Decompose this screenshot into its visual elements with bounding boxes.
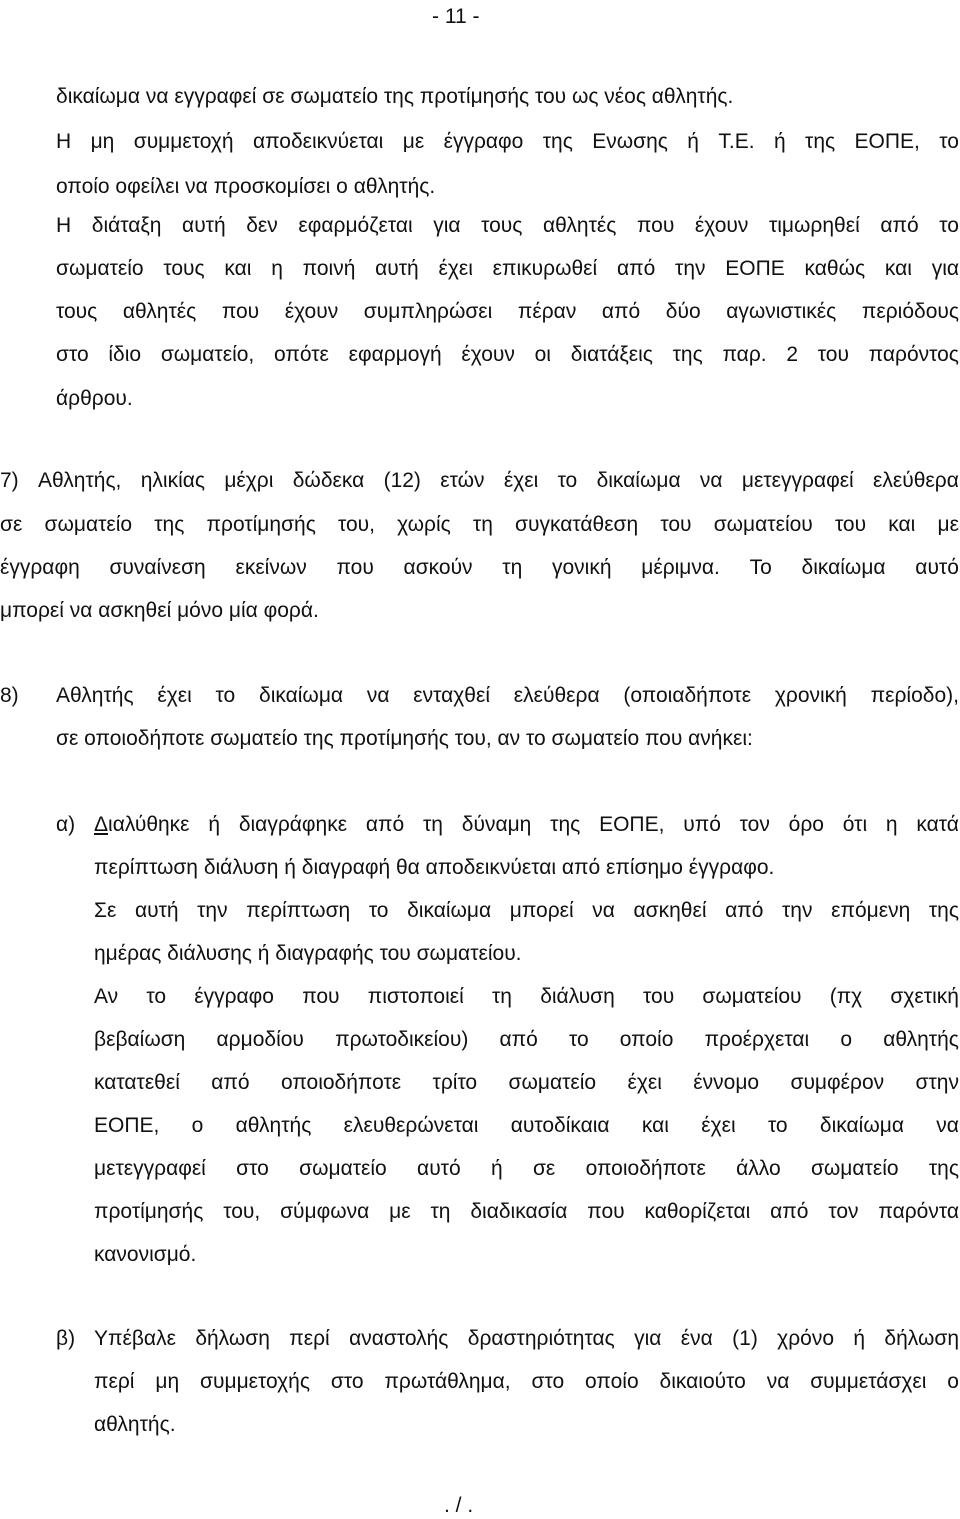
word: για [931, 257, 959, 280]
word: του [817, 343, 849, 366]
word: μέχρι [224, 469, 274, 492]
word: σωματείο [508, 1071, 597, 1094]
word: με [937, 513, 959, 536]
text-line [94, 984, 959, 1010]
word: παρόντος [868, 343, 959, 366]
word: της [928, 1157, 959, 1180]
word: υπό [683, 813, 721, 836]
word: ενταχθεί [413, 684, 490, 707]
text-line [94, 1199, 959, 1225]
word: έχει [157, 684, 192, 707]
word: του [660, 513, 692, 536]
word: διαγράφηκε [238, 813, 348, 836]
word: διάταξη [91, 214, 162, 237]
word: Η [56, 214, 72, 237]
word: της [928, 899, 959, 922]
word: να [366, 684, 390, 707]
word: διατάξεις [570, 343, 653, 366]
word: έχει [627, 1071, 662, 1094]
word: σωματείο [810, 1157, 899, 1180]
page-number-header: - 11 - [432, 5, 480, 28]
word: αυτή [134, 899, 179, 922]
word: με [402, 130, 425, 153]
word: περίοδο), [870, 684, 959, 707]
word: χρονική [774, 684, 847, 707]
word: της [805, 130, 836, 153]
word: που [636, 214, 675, 237]
word: εκείνων [235, 556, 307, 579]
word: συγκατάθεση [515, 513, 639, 536]
word: ελεύθερα [513, 684, 600, 707]
word: η [885, 813, 898, 836]
word: το [146, 985, 167, 1008]
word: ένα [680, 1327, 713, 1350]
word: και [224, 257, 252, 280]
word: ή [853, 1327, 866, 1350]
word: αθλητές [122, 300, 197, 323]
word: αυτό [417, 1157, 461, 1180]
word: μέριμνα. [641, 556, 720, 579]
word: Τ.Ε. [718, 130, 755, 153]
word: χωρίς [397, 513, 451, 536]
word: επόμενη [831, 899, 911, 922]
word: συμμετοχή [133, 130, 234, 153]
word: η [271, 257, 283, 280]
word: 2 [786, 343, 799, 366]
word: Σε [94, 899, 117, 922]
item-number: 8) [0, 684, 19, 707]
word: μπορεί [509, 899, 574, 922]
word: σωματείο [299, 1157, 387, 1180]
word: ο [947, 1370, 959, 1393]
word: αυτό [915, 556, 959, 579]
word: να [936, 1114, 959, 1137]
word: του [834, 513, 867, 536]
word: από [770, 1200, 809, 1223]
word: πρωτοδικείου) [335, 1028, 469, 1051]
text-line: μπορεί να ασκηθεί μόνο μία φορά. [0, 599, 319, 622]
word: διαδικασία [470, 1200, 568, 1223]
word: έννομο [693, 1071, 760, 1094]
text-line [56, 342, 959, 368]
word: και [641, 1114, 669, 1137]
word: το [557, 469, 578, 492]
word: έγγραφο [194, 985, 274, 1008]
word: έχουν [694, 214, 749, 237]
word: δύναμη [461, 813, 532, 836]
word: πέραν [517, 300, 577, 323]
word: της [154, 513, 185, 536]
word: στο [236, 1157, 269, 1180]
word: της [542, 130, 573, 153]
word: τη [502, 556, 523, 579]
word: κατατεθεί [94, 1071, 180, 1094]
word: βεβαίωση [94, 1028, 186, 1051]
text-line: σε οποιοδήποτε σωματείο της προτίμησής του, αν το σωματείο που ανήκει: [56, 727, 753, 750]
word: μετεγγραφεί [94, 1157, 206, 1180]
word: περιόδους [861, 300, 959, 323]
word: ποινή [302, 257, 356, 280]
word: οπότε [273, 343, 329, 366]
word: ελευθερώνεται [343, 1114, 479, 1137]
word: αθλητής [883, 1028, 959, 1051]
text-line [0, 512, 959, 538]
word: από [725, 899, 764, 922]
word: επικυρωθεί [492, 257, 598, 280]
word: ότι [842, 813, 868, 836]
word: (οποιαδήποτε [623, 684, 752, 707]
word: οι [534, 343, 551, 366]
word: σε [532, 1157, 556, 1180]
word: σε [0, 513, 23, 536]
word: αυτοδίκαια [510, 1114, 610, 1137]
page-continuation-footer: . / . [444, 1494, 474, 1517]
word: δικαίωμα [596, 469, 681, 492]
word: περί [289, 1327, 330, 1350]
word: δώδεκα [292, 469, 365, 492]
word: να [699, 469, 723, 492]
word: της [672, 343, 703, 366]
word: Ενωσης [592, 130, 668, 153]
text-line: κανονισμό. [94, 1243, 197, 1266]
sub-item-label: β) [56, 1327, 76, 1350]
word: δικαιούτο [659, 1370, 746, 1393]
text-line [56, 683, 959, 709]
word: πρωτάθλημα, [384, 1370, 511, 1393]
text-line [56, 129, 959, 155]
word: το [568, 1028, 589, 1051]
word: μετεγγραφεί [741, 469, 854, 492]
word: να [592, 899, 615, 922]
word: (12) [383, 469, 421, 492]
word: και [888, 513, 916, 536]
word: καθώς [804, 257, 866, 280]
word: τους [56, 300, 98, 323]
word: δραστηριότητας [467, 1327, 615, 1350]
word: το [767, 1114, 788, 1137]
word: τον [739, 813, 770, 836]
word: εφαρμογή [348, 343, 442, 366]
word: Αν [94, 985, 119, 1008]
word: αρμοδίου [216, 1028, 304, 1051]
word: έγγραφο [443, 130, 524, 153]
word: ασκούν [403, 556, 473, 579]
word: με [389, 1200, 411, 1223]
line-rest: ιαλύθηκε [108, 813, 190, 836]
word: την [782, 899, 813, 922]
word: (1) [732, 1327, 758, 1350]
word: ΕΟΠΕ [725, 257, 785, 280]
word: συμμετοχής [200, 1370, 310, 1393]
word: δήλωση [884, 1327, 959, 1350]
word: στο [531, 1370, 565, 1393]
word: τρίτο [432, 1071, 478, 1094]
word: καθορίζεται [644, 1200, 751, 1223]
word: στην [915, 1071, 959, 1094]
word: αυτή [182, 214, 226, 237]
text-line: οποίο οφείλει να προσκομίσει ο αθλητής. [56, 175, 436, 198]
word: αθλητής [235, 1114, 312, 1137]
word: έγγραφη [0, 556, 80, 579]
word: δικαίωμα [801, 556, 886, 579]
word: από [211, 1071, 250, 1094]
text-line [56, 213, 959, 239]
word: που [587, 1200, 625, 1223]
word: δικαίωμα [407, 899, 492, 922]
word: της [550, 813, 581, 836]
word: διάλυση [540, 985, 615, 1008]
word: συναίνεση [109, 556, 206, 579]
word: το [215, 684, 236, 707]
word: τους [481, 214, 523, 237]
word: από [880, 214, 919, 237]
word: στο [56, 343, 89, 366]
word: Αθλητής [56, 684, 134, 707]
word: έχουν [284, 300, 339, 323]
text-line [94, 1027, 959, 1053]
word: ή [687, 130, 699, 153]
word: οποιοδήποτε [585, 1157, 706, 1180]
word: έχει [701, 1114, 736, 1137]
word: ή [208, 813, 221, 836]
word: την [675, 257, 706, 280]
underlined-initial: Δ [94, 813, 109, 836]
word: τον [828, 1200, 859, 1223]
word: μη [90, 130, 115, 153]
word: σωματείο [44, 513, 133, 536]
word: αποδεικνύεται [252, 130, 384, 153]
word: να [766, 1370, 790, 1393]
word: την [197, 899, 228, 922]
word: πιστοποιεί [367, 985, 464, 1008]
word: σωματείο, [160, 343, 255, 366]
word: έχει [438, 257, 473, 280]
word: συμμετάσχει [810, 1370, 927, 1393]
text-line: αθλητής. [94, 1413, 176, 1436]
text-line: ημέρας διάλυσης ή διαγραφής του σωματείου. [94, 942, 522, 965]
text-line [56, 299, 959, 325]
word: σωματείου [702, 985, 802, 1008]
word: ετών [440, 469, 485, 492]
word: αυτή [375, 257, 419, 280]
word: τη [492, 985, 512, 1008]
word: ηλικίας [140, 469, 205, 492]
word: δήλωση [195, 1327, 270, 1350]
word: σωματείο [56, 257, 144, 280]
word: τη [430, 1200, 451, 1223]
word: που [221, 300, 260, 323]
word: του, [223, 1200, 261, 1223]
word: του, [338, 513, 375, 536]
word: και [884, 257, 912, 280]
text-line [0, 468, 959, 494]
word: δικαίωμα [259, 684, 344, 707]
word: Αθλητής, [38, 469, 122, 492]
text-line: άρθρου. [56, 387, 133, 410]
word: τους [163, 257, 205, 280]
word: δεν [246, 214, 278, 237]
word: αθλητές [543, 214, 617, 237]
text-line [94, 812, 959, 838]
word: σωματείου [713, 513, 813, 536]
word: που [336, 556, 374, 579]
word: αγωνιστικές [726, 300, 837, 323]
word: το [368, 899, 389, 922]
word: Το [749, 556, 772, 579]
word: ίδιο [108, 343, 142, 366]
word: όρο [788, 813, 824, 836]
word: τιμωρηθεί [768, 214, 860, 237]
word: που [302, 985, 340, 1008]
text-line [0, 555, 959, 581]
word: από [601, 300, 641, 323]
word: για [634, 1327, 662, 1350]
text-line [94, 1113, 959, 1139]
word: από [365, 813, 405, 836]
text-line [94, 1156, 959, 1182]
sub-item-label: α) [56, 813, 76, 836]
word: σύμφωνα [280, 1200, 370, 1223]
word: 7) [0, 469, 19, 492]
word: περίπτωση [246, 899, 351, 922]
word: ασκηθεί [633, 899, 707, 922]
word: τη [472, 513, 493, 536]
text-line [94, 1369, 959, 1395]
word: παρ. [722, 343, 767, 366]
word: ΕΟΠΕ, [94, 1114, 160, 1137]
word: περί [94, 1370, 135, 1393]
word: το [939, 130, 959, 153]
text-line [56, 256, 959, 282]
word: το [939, 214, 959, 237]
word: μη [155, 1370, 180, 1393]
word: εφαρμόζεται [298, 214, 413, 237]
word: Υπέβαλε [94, 1327, 176, 1350]
word: για [433, 214, 461, 237]
word: έχει [503, 469, 539, 492]
word: από [499, 1028, 538, 1051]
word: προέρχεται [704, 1028, 810, 1051]
word: ελεύθερα [873, 469, 959, 492]
word: ή [773, 130, 786, 153]
word: χρόνο [777, 1327, 834, 1350]
word: οποιοδήποτε [280, 1071, 402, 1094]
word: προτίμησής [94, 1200, 204, 1223]
word: συμφέρον [790, 1071, 885, 1094]
word: τη [422, 813, 443, 836]
text-line [94, 1070, 959, 1096]
word: δικαίωμα [819, 1114, 904, 1137]
text-line [94, 1326, 959, 1352]
word: οποίο [619, 1028, 674, 1051]
word: γονική [551, 556, 612, 579]
word: ο [840, 1028, 853, 1051]
word: δύο [665, 300, 701, 323]
word: άλλο [736, 1157, 781, 1180]
text-line: δικαίωμα να εγγραφεί σε σωματείο της προτίμησής του ως νέος αθλητής. [56, 85, 734, 108]
word: παρόντα [878, 1200, 959, 1223]
word: (πχ [829, 985, 863, 1008]
word: οποίο [585, 1370, 639, 1393]
word: του [643, 985, 675, 1008]
word: Η [56, 130, 72, 153]
word: προτίμησής [206, 513, 316, 536]
word: ΕΟΠΕ, [599, 813, 665, 836]
word: ΕΟΠΕ, [854, 130, 920, 153]
word: από [616, 257, 656, 280]
text-line: περίπτωση διάλυση ή διαγραφή θα αποδεικνύεται από επίσημο έγγραφο. [94, 856, 775, 879]
text-line [94, 898, 959, 924]
word: σχετική [890, 985, 959, 1008]
word: ο [191, 1114, 204, 1137]
word: κατά [916, 813, 959, 836]
word: ή [490, 1157, 503, 1180]
word: έχουν [461, 343, 515, 366]
word: αναστολής [349, 1327, 449, 1350]
word: στο [330, 1370, 364, 1393]
word: συμπληρώσει [363, 300, 493, 323]
